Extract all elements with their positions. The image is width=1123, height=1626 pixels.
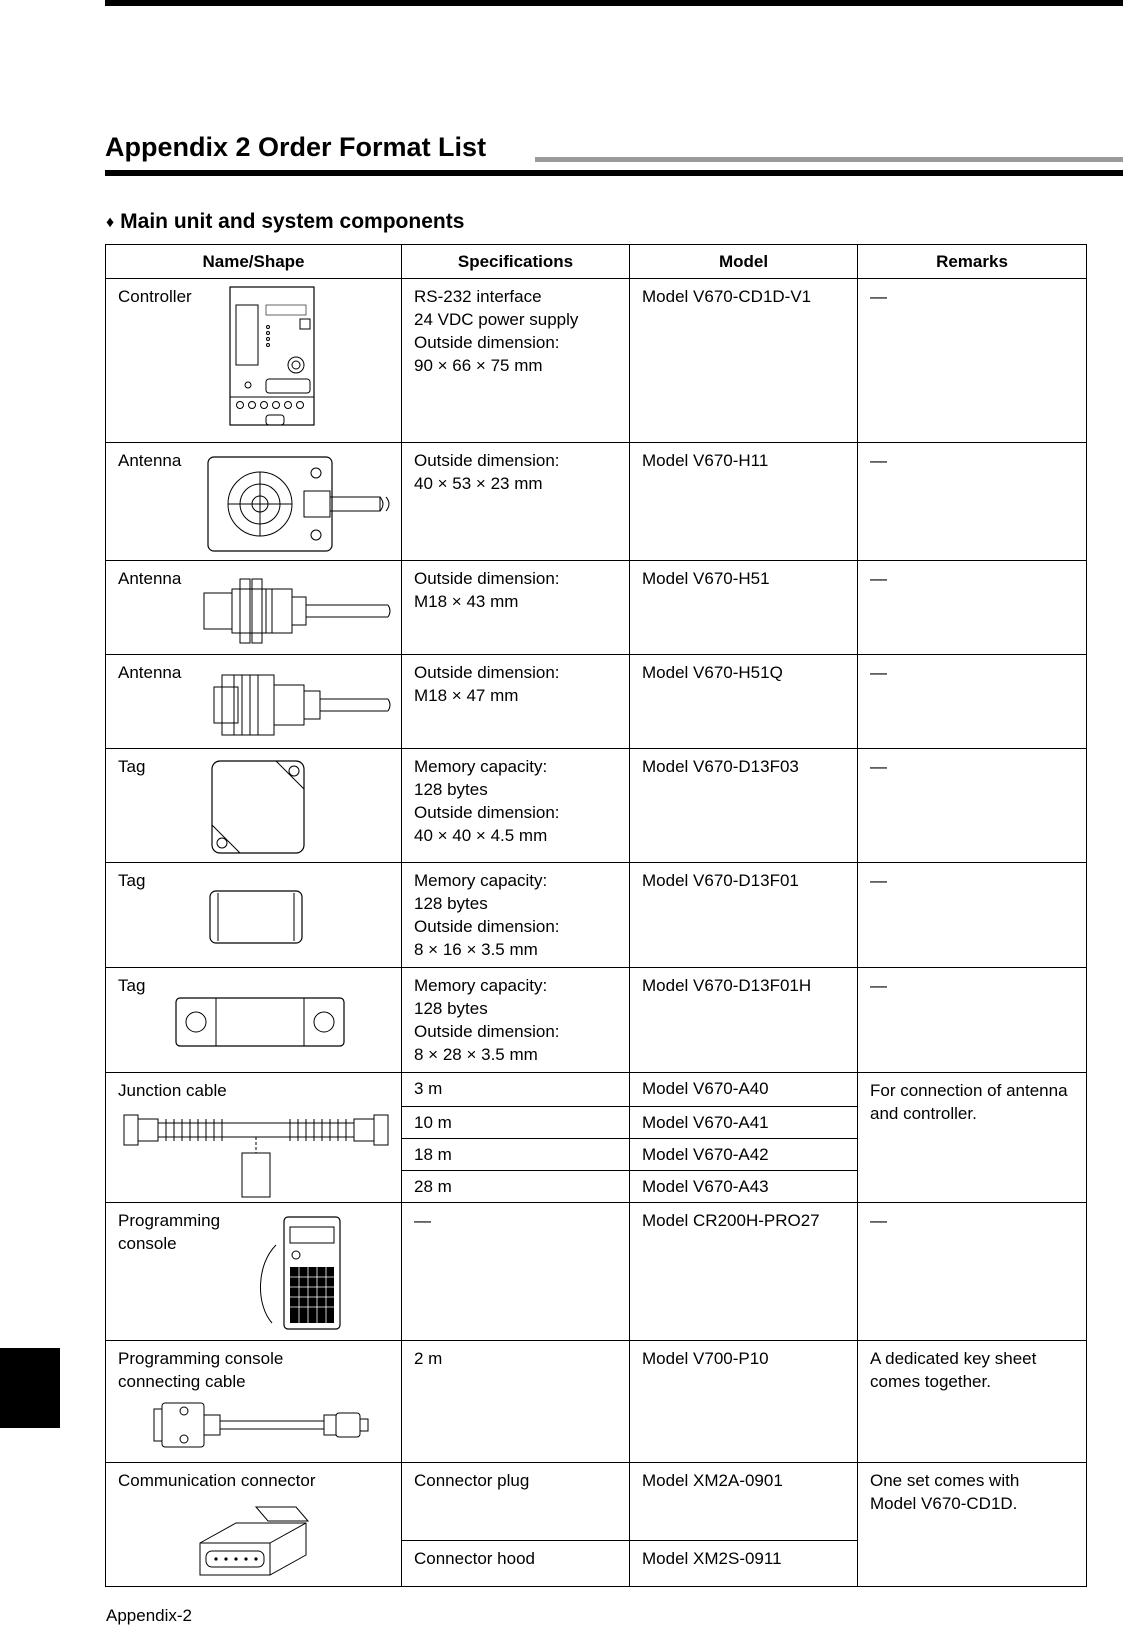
name-shape-cell [106, 443, 402, 561]
spec-cell: 2 m [402, 1341, 630, 1463]
spec-cell [402, 279, 630, 443]
spec-line: Outside dimension: [414, 917, 560, 936]
spec-line: 8 × 16 × 3.5 mm [414, 940, 538, 959]
item-name: Junction cable [118, 1081, 227, 1100]
model-cell: Model V670-D13F03 [630, 749, 858, 863]
top-rule [105, 0, 1123, 6]
remarks-cell: — [858, 1203, 1087, 1341]
spec-line: 40 × 53 × 23 mm [414, 474, 543, 493]
remarks-cell: — [858, 561, 1087, 655]
name-shape-cell [106, 1463, 402, 1587]
page-footer: Appendix-2 [106, 1606, 193, 1625]
spec-cell: Connector plug [402, 1463, 630, 1541]
communication-connector-image [196, 1503, 314, 1579]
table-row [106, 1203, 1087, 1341]
item-name [118, 1209, 220, 1255]
name-shape-cell [106, 655, 402, 749]
spec-line: 128 bytes [414, 780, 488, 799]
spec-line: M18 × 43 mm [414, 592, 519, 611]
remarks-cell [858, 1341, 1087, 1463]
spec-cell [402, 968, 630, 1073]
model-cell: Model V670-A43 [630, 1171, 858, 1203]
spec-cell: Connector hood [402, 1541, 630, 1587]
remarks-line: One set comes with [870, 1471, 1020, 1490]
model-cell: Model V670-D13F01 [630, 863, 858, 968]
item-name: Antenna [118, 663, 182, 682]
remarks-cell: — [858, 443, 1087, 561]
spec-line: 24 VDC power supply [414, 310, 579, 329]
model-cell: Model V700-P10 [630, 1341, 858, 1463]
side-index-tab [0, 1348, 60, 1428]
column-header: Name/Shape [106, 245, 402, 279]
spec-line: M18 × 47 mm [414, 686, 519, 705]
spec-cell: 3 m [402, 1073, 630, 1107]
table-row [106, 863, 1087, 968]
spec-line: 128 bytes [414, 999, 488, 1018]
spec-cell: 10 m [402, 1107, 630, 1139]
order-format-table [105, 244, 1087, 1587]
model-cell: Model V670-A40 [630, 1073, 858, 1107]
antenna-square-image [206, 455, 392, 555]
spec-line: Outside dimension: [414, 663, 560, 682]
model-cell: Model V670-A41 [630, 1107, 858, 1139]
model-cell: Model V670-CD1D-V1 [630, 279, 858, 443]
spec-line: Memory capacity: [414, 757, 548, 776]
item-name: Tag [118, 871, 146, 890]
table-row [106, 749, 1087, 863]
spec-cell [402, 443, 630, 561]
remarks-line: Model V670-CD1D. [870, 1494, 1018, 1513]
item-name-line: Programming console [118, 1349, 284, 1368]
model-cell: Model CR200H-PRO27 [630, 1203, 858, 1341]
item-name: Tag [118, 976, 146, 995]
programming-console-image [254, 1215, 344, 1331]
name-shape-cell [106, 1203, 402, 1341]
antenna-cylinder-image [202, 575, 394, 647]
spec-cell: 18 m [402, 1139, 630, 1171]
remarks-cell: For connection of antenna and controller. [858, 1073, 1087, 1203]
table-row [106, 1341, 1087, 1463]
spec-line: Outside dimension: [414, 803, 560, 822]
title-gray-rule [535, 157, 1123, 162]
table-row [106, 279, 1087, 443]
column-header: Remarks [858, 245, 1087, 279]
item-name-line: connecting cable [118, 1372, 246, 1391]
remarks-line: A dedicated key sheet [870, 1349, 1037, 1368]
section-heading [106, 210, 464, 234]
remarks-cell [858, 1463, 1087, 1587]
table-row [106, 1073, 1087, 1107]
item-name: Communication connector [118, 1471, 316, 1490]
name-shape-cell [106, 1341, 402, 1463]
spec-line: Outside dimension: [414, 1022, 560, 1041]
model-cell: Model V670-H51Q [630, 655, 858, 749]
model-cell: Model V670-H11 [630, 443, 858, 561]
remarks-line: comes together. [870, 1372, 991, 1391]
item-name [118, 1347, 283, 1393]
column-header: Model [630, 245, 858, 279]
spec-cell: — [402, 1203, 630, 1341]
model-cell: Model XM2A-0901 [630, 1463, 858, 1541]
tag-mount-image [174, 996, 346, 1048]
item-name: Tag [118, 757, 146, 776]
remarks-cell: — [858, 655, 1087, 749]
spec-cell [402, 863, 630, 968]
antenna-cylinder-q-image [212, 669, 394, 741]
spec-line: Memory capacity: [414, 871, 548, 890]
item-name: Antenna [118, 451, 182, 470]
tag-square-image [210, 759, 306, 855]
table-row [106, 655, 1087, 749]
spec-cell: 28 m [402, 1171, 630, 1203]
tag-small-image [208, 889, 304, 945]
spec-cell [402, 561, 630, 655]
spec-line: 90 × 66 × 75 mm [414, 356, 543, 375]
spec-line: 8 × 28 × 3.5 mm [414, 1045, 538, 1064]
controller-image [226, 285, 318, 433]
remarks-cell: — [858, 968, 1087, 1073]
model-cell: Model V670-D13F01H [630, 968, 858, 1073]
diamond-bullet-icon: ♦ [106, 214, 115, 231]
model-cell: Model V670-H51 [630, 561, 858, 655]
remarks-cell: — [858, 863, 1087, 968]
spec-line: Outside dimension: [414, 569, 560, 588]
title-bar [105, 130, 1123, 180]
item-name-line: console [118, 1234, 177, 1253]
console-cable-image [152, 1401, 370, 1451]
spec-cell [402, 655, 630, 749]
column-header: Specifications [402, 245, 630, 279]
spec-line: RS-232 interface [414, 287, 542, 306]
spec-line: 40 × 40 × 4.5 mm [414, 826, 548, 845]
table-header-row [106, 245, 1087, 279]
table-row [106, 1463, 1087, 1541]
table-row [106, 561, 1087, 655]
junction-cable-image [122, 1109, 390, 1199]
name-shape-cell [106, 968, 402, 1073]
section-heading-text: Main unit and system components [120, 210, 465, 233]
item-name-line: Programming [118, 1211, 221, 1230]
spec-cell [402, 749, 630, 863]
table-row [106, 968, 1087, 1073]
name-shape-cell [106, 279, 402, 443]
spec-line: Memory capacity: [414, 976, 548, 995]
name-shape-cell [106, 749, 402, 863]
remarks-cell: — [858, 279, 1087, 443]
item-name: Controller [118, 287, 192, 306]
title-black-rule [105, 170, 1123, 176]
page-title: Appendix 2 Order Format List [105, 130, 494, 164]
remarks-cell: — [858, 749, 1087, 863]
model-cell: Model XM2S-0911 [630, 1541, 858, 1587]
spec-line: 128 bytes [414, 894, 488, 913]
model-cell: Model V670-A42 [630, 1139, 858, 1171]
name-shape-cell [106, 561, 402, 655]
name-shape-cell [106, 1073, 402, 1203]
spec-line: Outside dimension: [414, 333, 560, 352]
name-shape-cell [106, 863, 402, 968]
table-row [106, 443, 1087, 561]
spec-line: Outside dimension: [414, 451, 560, 470]
item-name: Antenna [118, 569, 182, 588]
